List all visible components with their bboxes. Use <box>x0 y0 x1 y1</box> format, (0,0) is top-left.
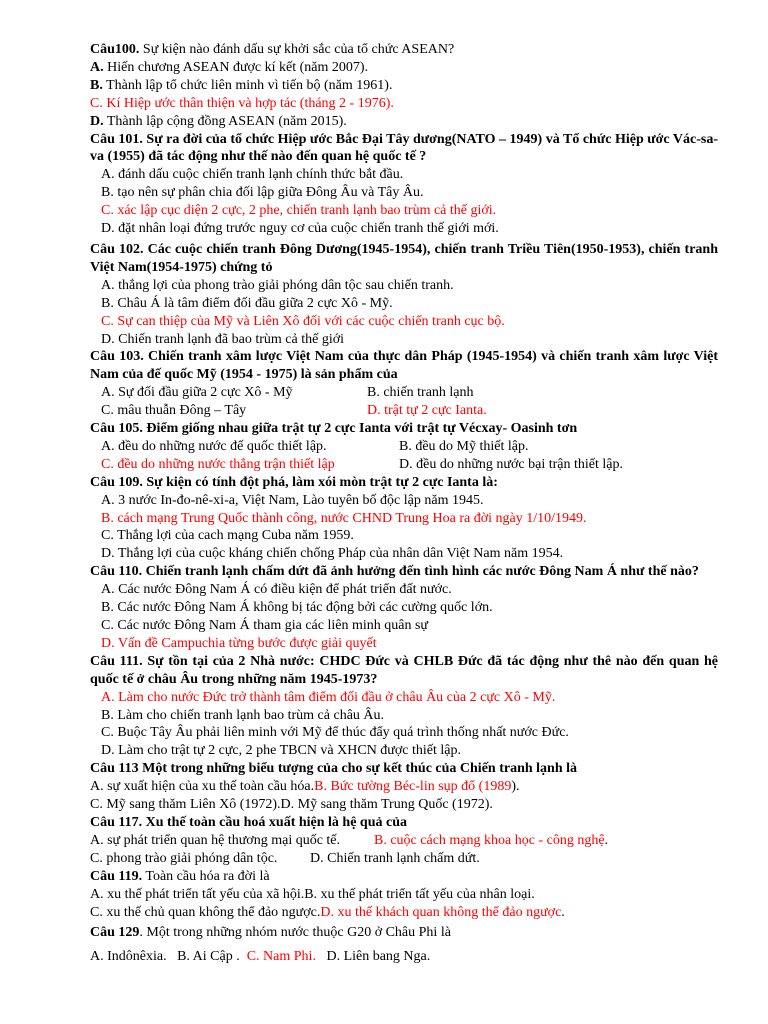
answer-b-correct: B. cuộc cách mạng khoa học - công nghệ <box>374 832 605 848</box>
answer-row <box>90 904 718 922</box>
answer-b <box>90 77 718 95</box>
answer-row <box>90 796 718 814</box>
answer-c-correct: C. xác lập cục diện 2 cực, 2 phe, chiến tranh lạnh bao trùm cả thế giới. <box>101 203 497 219</box>
question-100 <box>90 41 718 59</box>
answer-c: C. Thắng lợi của cach mạng Cuba năm 1959. <box>101 528 354 544</box>
answer-d-correct: D. trật tự 2 cực Ianta. <box>367 403 487 419</box>
question-102 <box>90 241 718 277</box>
answer-d: D. Liên bang Nga. <box>326 949 431 965</box>
answer-d: D. Mỹ sang thăm Trung Quốc (1972). <box>280 797 493 813</box>
answer-a: A. Sự đối đầu giữa 2 cực Xô - Mỹ <box>101 385 293 401</box>
answer-a: A. 3 nước In-đo-nê-xi-a, Việt Nam, Lào tuyên bố độc lập năm 1945. <box>101 492 484 508</box>
question-text: Câu 110. Chiến tranh lạnh chấm dứt đã ảnh hưởng đến tình hình các nước Đông Nam Á như thế nào? <box>90 564 699 580</box>
answer-b-end: ). <box>511 779 520 795</box>
question-103 <box>90 348 718 384</box>
document-page <box>90 41 718 966</box>
question-119 <box>90 868 718 886</box>
answer-b: B. Ai Cập . <box>177 949 240 965</box>
question-117 <box>90 814 718 832</box>
answer-c: C. Mỹ sang thăm Liên Xô (1972). <box>90 797 281 813</box>
answer-b: B. tạo nên sự phân chia đối lập giữa Đông Âu và Tây Âu. <box>101 185 424 201</box>
answer-text: Hiến chương ASEAN được kí kết (năm 2007). <box>103 59 369 75</box>
question-129 <box>90 924 718 942</box>
answer-a: A. Các nước Đông Nam Á có điều kiện để phát triển đất nước. <box>101 582 452 598</box>
answer-d-correct: D. Vấn đề Campuchia từng bước được giải quyết <box>101 635 377 651</box>
answer-c: C. Buộc Tây Âu phải liên minh với Mỹ để thúc đẩy quá trình thống nhất nước Đức. <box>101 725 569 741</box>
question-110 <box>90 563 718 581</box>
answer-row <box>90 886 718 904</box>
answer-row <box>90 778 718 796</box>
answer-d: D. Thắng lợi của cuộc kháng chiến chống Pháp của nhân dân Việt Nam năm 1954. <box>101 546 564 562</box>
answer-b: B. đều do Mỹ thiết lập. <box>399 438 529 454</box>
answer-c: C. Các nước Đông Nam Á tham gia các liên minh quân sự <box>101 618 429 633</box>
answer-text: Kí Hiệp ước thân thiện và hợp tác (tháng 2 - 1976). <box>102 95 394 111</box>
answer-row <box>90 456 718 474</box>
answer-b-correct: B. Bức tường Béc-lin sụp đổ (1989 <box>314 779 512 795</box>
answer-a: A. sự phát triển quan hệ thương mại quốc tế. <box>90 832 341 848</box>
answer-d: D. đều do những nước bại trận thiết lập. <box>399 456 623 472</box>
answer-a: A. sự xuất hiện của xu thế toàn cầu hóa. <box>90 779 315 795</box>
question-text: Câu 117. Xu thế toàn cầu hoá xuất hiện là hệ quả của <box>90 814 408 830</box>
answer-b: B. xu thế phát triển tất yếu của nhân loại. <box>304 886 535 902</box>
answer-a: A. Indônêxia. <box>90 949 167 965</box>
answer-a: A. thắng lợi của phong trào giải phóng dân tộc sau chiến tranh. <box>101 277 454 293</box>
answer-c-correct: C. Nam Phi. <box>246 949 316 965</box>
question-text: Sự kiện nào đánh dấu sự khởi sắc của tổ chức ASEAN? <box>139 42 455 57</box>
answer-row <box>90 850 718 868</box>
question-text: Câu 109. Sự kiện có tính đột phá, làm xói mòn trật tự 2 cực Ianta là: <box>90 474 498 490</box>
question-text: . Một trong những nhóm nước thuộc G20 ở Châu Phi là <box>139 925 451 941</box>
question-text: Câu 113 Một trong những biểu tượng của cho sự kết thúc của Chiến tranh lạnh là <box>90 761 577 777</box>
answer-d: D. Chiến tranh lạnh chấm dứt. <box>310 850 480 866</box>
answer-d <box>90 113 718 131</box>
answer-c-correct <box>90 95 718 113</box>
answer-label: A. <box>90 59 104 75</box>
answer-c: C. phong trào giải phóng dân tộc. <box>90 850 278 866</box>
question-text: Câu 111. Sự tồn tại của 2 Nhà nước: CHDC Đức và CHLB Đức đã tác động như thê nào đến quan hệ quốc tế ở châu Âu trong những năm 1945-1973? <box>90 653 718 687</box>
question-text: Câu 105. Điểm giống nhau giữa trật tự 2 cực Ianta với trật tự Vécxay- Oasinh tơn <box>90 421 578 437</box>
answer-c-correct: C. đều do những nước thắng trận thiết lập <box>101 456 335 472</box>
question-number: Câu100. <box>90 42 140 57</box>
answer-a: A. xu thế phát triển tất yếu của xã hội. <box>90 886 305 902</box>
question-text: Câu 102. Các cuộc chiến tranh Đông Dương(1945-1954), chiến tranh Triều Tiên(1950-1953), chiến tranh Việt Nam(1954-1975) chứng tỏ <box>90 241 718 275</box>
answer-c: C. xu thế chủ quan không thể đảo ngược. <box>90 904 321 920</box>
question-113 <box>90 760 718 778</box>
question-number: Câu 129 <box>90 925 140 941</box>
question-number: Câu 119. <box>90 868 143 884</box>
answer-b: B. Các nước Đông Nam Á không bị tác động bởi các cường quốc lớn. <box>101 600 493 616</box>
answer-d: D. đặt nhân loại đứng trước nguy cơ của cuộc chiến tranh thế giới mới. <box>101 221 499 237</box>
answer-b: B. Làm cho chiến tranh lạnh bao trùm cả châu Âu. <box>101 707 385 723</box>
answer-a <box>90 59 718 77</box>
answer-row <box>90 384 718 402</box>
question-101 <box>90 131 718 167</box>
answer-a: A. đánh dấu cuộc chiến tranh lạnh chính thức bắt đầu. <box>101 167 404 183</box>
question-111 <box>90 653 718 689</box>
answer-b-end: . <box>604 832 609 848</box>
question-text: Toàn cầu hóa ra đời là <box>142 868 270 884</box>
answer-c: C. mâu thuẫn Đông – Tây <box>101 403 247 419</box>
answer-d: D. Làm cho trật tự 2 cực, 2 phe TBCN và XHCN được thiết lập. <box>101 743 462 759</box>
answer-label: C. <box>90 95 103 111</box>
answer-label: D. <box>90 113 104 129</box>
question-105 <box>90 420 718 438</box>
question-text: Câu 101. Sự ra đời của tổ chức Hiệp ước Bắc Đại Tây dương(NATO – 1949) và Tổ chức Hiệp ước Vác-sa-va (1955) đã tác động như thế nào đến quan hệ quốc tế ? <box>90 131 718 165</box>
answer-row <box>90 832 718 850</box>
answer-d-end: . <box>561 904 565 920</box>
answer-a-correct: A. Làm cho nước Đức trở thành tâm điểm đối đầu ở châu Âu của 2 cực Xô - Mỹ. <box>101 689 556 705</box>
answer-row <box>90 438 718 456</box>
answer-c-correct: C. Sự can thiệp của Mỹ và Liên Xô đối với các cuộc chiến tranh cục bộ. <box>101 313 505 329</box>
question-109 <box>90 474 718 492</box>
answer-row <box>90 948 718 966</box>
answer-d-correct: D. xu thế khách quan không thể đảo ngược <box>320 904 562 920</box>
answer-text: Thành lập cộng đồng ASEAN (năm 2015). <box>103 113 347 129</box>
answer-row <box>90 402 718 420</box>
answer-b: B. chiến tranh lạnh <box>367 385 474 401</box>
question-text: Câu 103. Chiến tranh xâm lược Việt Nam của thực dân Pháp (1945-1954) và chiến tranh xâm lược Việt Nam của đế quốc Mỹ (1954 - 1975) là sản phẩm của <box>90 349 718 383</box>
answer-d: D. Chiến tranh lạnh đã bao trùm cả thế giới <box>101 331 345 347</box>
answer-b: B. Châu Á là tâm điểm đối đầu giữa 2 cực Xô - Mỹ. <box>101 295 393 311</box>
answer-text: Thành lập tổ chức liên minh vì tiến bộ (năm 1961). <box>102 77 393 93</box>
answer-a: A. đều do những nước đế quốc thiết lập. <box>101 438 327 454</box>
answer-b-correct: B. cách mạng Trung Quốc thành công, nước CHND Trung Hoa ra đời ngày 1/10/1949. <box>101 510 587 526</box>
answer-label: B. <box>90 77 103 93</box>
